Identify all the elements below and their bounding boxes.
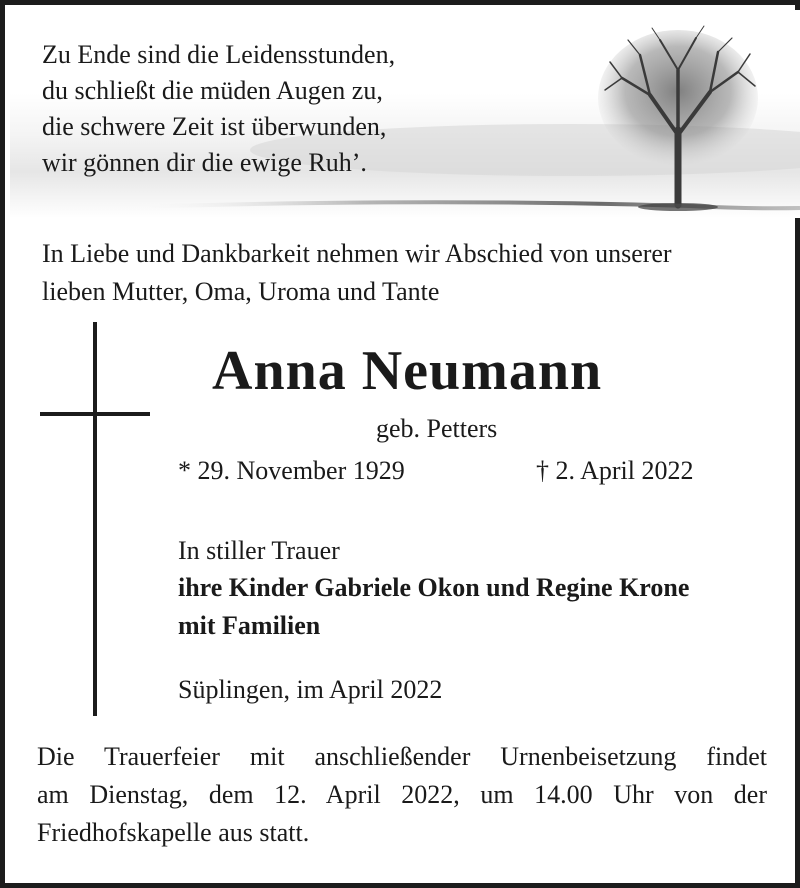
maiden-name: geb. Petters <box>376 414 498 443</box>
verse <box>42 37 395 181</box>
service-line: Die Trauerfeier mit anschließender Urnenbeisetzung findet <box>37 742 767 771</box>
verse-line: die schwere Zeit ist überwunden, <box>42 112 387 141</box>
funeral-service-info <box>37 738 767 852</box>
farewell-intro <box>42 235 772 311</box>
mourning-intro: In stiller Trauer <box>178 536 340 565</box>
mourners <box>178 569 689 645</box>
verse-line: du schließt die müden Augen zu, <box>42 76 383 105</box>
birth-date: * 29. November 1929 <box>178 456 405 485</box>
verse-line: wir gönnen dir die ewige Ruh’. <box>42 148 367 177</box>
intro-line: In Liebe und Dankbarkeit nehmen wir Abschied von unserer <box>42 239 672 268</box>
place-date: Süplingen, im April 2022 <box>178 675 443 704</box>
mourners-line: ihre Kinder Gabriele Okon und Regine Krone <box>178 573 690 602</box>
service-line: am Dienstag, dem 12. April 2022, um 14.00 Uhr von der <box>37 780 767 809</box>
mourners-line: mit Familien <box>178 611 321 640</box>
death-date: † 2. April 2022 <box>536 456 694 485</box>
intro-line: lieben Mutter, Oma, Uroma und Tante <box>42 277 440 306</box>
service-line: Friedhofskapelle aus statt. <box>37 818 310 847</box>
cross-icon <box>93 322 97 716</box>
verse-line: Zu Ende sind die Leidensstunden, <box>42 40 396 69</box>
cross-icon-bar <box>40 412 150 416</box>
deceased-name: Anna Neumann <box>212 340 603 402</box>
